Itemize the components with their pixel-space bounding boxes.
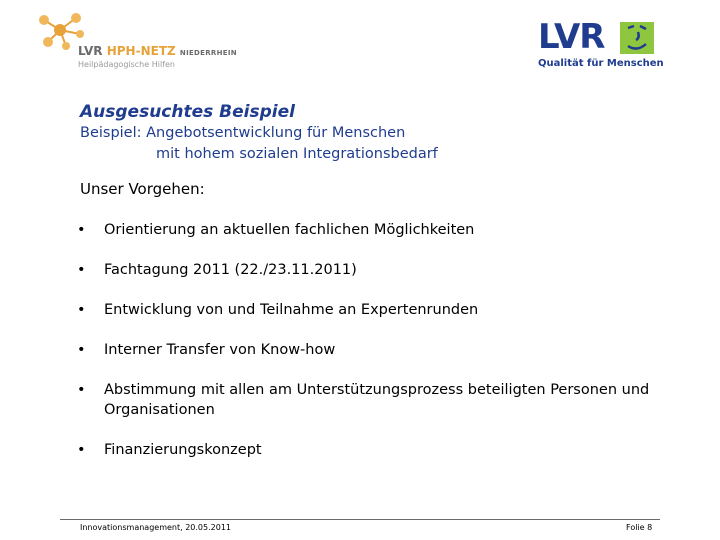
- bullet-icon: •: [77, 342, 86, 358]
- lvr-tagline: Qualität für Menschen: [538, 58, 664, 69]
- footer-divider: [60, 519, 660, 520]
- example-line-1: Beispiel: Angebotsentwicklung für Menschen: [80, 125, 406, 141]
- bullet-icon: •: [77, 442, 86, 458]
- approach-label: Unser Vorgehen:: [80, 180, 205, 198]
- footer-text: Innovationsmanagement, 20.05.2011: [80, 523, 232, 532]
- example-text: [80, 123, 438, 165]
- slide-title: Ausgesuchtes Beispiel: [80, 102, 295, 122]
- list-item: • Entwicklung von und Teilnahme an Expertenrunden: [77, 302, 479, 318]
- list-item: • Abstimmung mit allen am Unterstützungsprozess beteiligten Personen und Organisationen: [77, 382, 650, 418]
- hph-logo-subtitle: Heilpädagogische Hilfen: [78, 60, 175, 69]
- hph-logo-title: LVR HPH-NETZ NIEDERRHEIN: [78, 44, 237, 58]
- bullet-icon: •: [77, 382, 86, 398]
- list-item: • Finanzierungskonzept: [77, 442, 262, 458]
- hph-netz-logo: [30, 12, 237, 72]
- lvr-face-icon: [620, 22, 654, 54]
- slide-number: Folie 8: [626, 523, 653, 532]
- lvr-logo-mark: LVR: [538, 17, 605, 57]
- list-item: • Fachtagung 2011 (22./23.11.2011): [77, 262, 357, 278]
- bullet-icon: •: [77, 262, 86, 278]
- list-item: • Interner Transfer von Know-how: [77, 342, 336, 358]
- lvr-logo: [538, 17, 664, 72]
- example-line-2: mit hohem sozialen Integrationsbedarf: [156, 146, 438, 162]
- bullet-icon: •: [77, 302, 86, 318]
- bullet-icon: •: [77, 222, 86, 238]
- list-item: • Orientierung an aktuellen fachlichen Möglichkeiten: [77, 222, 475, 238]
- bullet-list: [75, 220, 675, 480]
